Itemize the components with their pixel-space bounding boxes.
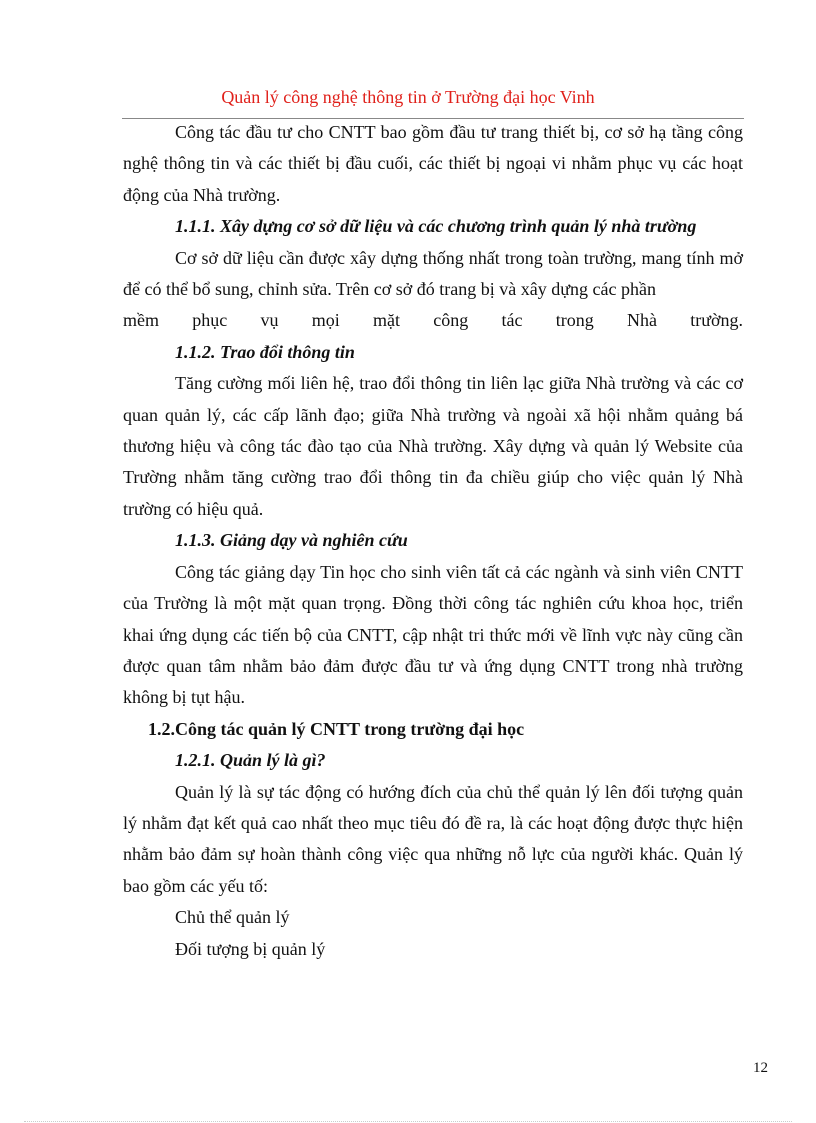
paragraph-1-1-1-last-line: mềm phục vụ mọi mặt công tác trong Nhà trường. bbox=[123, 310, 743, 331]
heading-1-2-1: 1.2.1. Quản lý là gì? bbox=[175, 750, 326, 771]
page-header-title: Quản lý công nghệ thông tin ở Trường đại học Vinh bbox=[221, 87, 595, 107]
heading-1-1-1: 1.1.1. Xây dựng cơ sở dữ liệu và các chương trình quản lý nhà trường bbox=[175, 216, 697, 237]
page-number: 12 bbox=[753, 1060, 768, 1076]
paragraph-1-1-1: Cơ sở dữ liệu cần được xây dựng thống nhất trong toàn trường, mang tính mở để có thể bổ sung, chỉnh sửa. Trên cơ sở đó trang bị và xây dựng các phần bbox=[123, 247, 743, 300]
heading-1-1-3: 1.1.3. Giảng dạy và nghiên cứu bbox=[175, 530, 408, 551]
page-bottom-divider bbox=[24, 1121, 792, 1122]
paragraph-intro: Công tác đầu tư cho CNTT bao gồm đầu tư trang thiết bị, cơ sở hạ tầng công nghệ thông tin và các thiết bị đầu cuối, các thiết bị ngoại vi nhằm phục vụ các hoạt động của Nhà trường. bbox=[123, 122, 743, 205]
list-item: Chủ thể quản lý bbox=[175, 907, 290, 928]
heading-1-2: 1.2.Công tác quản lý CNTT trong trường đại học bbox=[148, 718, 525, 739]
document-body bbox=[123, 117, 743, 965]
heading-1-1-2: 1.1.2. Trao đổi thông tin bbox=[175, 341, 355, 362]
list-item: Đối tượng bị quản lý bbox=[175, 938, 326, 959]
paragraph-1-1-3: Công tác giảng dạy Tin học cho sinh viên tất cả các ngành và sinh viên CNTT của Trường là một mặt quan trọng. Đồng thời công tác nghiên cứu khoa học, triển khai ứng dụng các tiến bộ của CNTT, cập nhật tri thức mới về lĩnh vực này cũng cần được quan tâm nhằm bảo đảm được đầu tư và ứng dụng CNTT trong nhà trường không bị tụt hậu. bbox=[123, 561, 743, 708]
paragraph-1-2-1: Quản lý là sự tác động có hướng đích của chủ thể quản lý lên đối tượng quản lý nhằm đạt kết quả cao nhất theo mục tiêu đó đề ra, là các hoạt động được thực hiện nhằm bảo đảm sự hoàn thành công việc qua những nỗ lực của người khác. Quản lý bao gồm các yếu tố: bbox=[123, 781, 743, 896]
paragraph-1-1-2: Tăng cường mối liên hệ, trao đổi thông tin liên lạc giữa Nhà trường và các cơ quan quản lý, các cấp lãnh đạo; giữa Nhà trường và ngoài xã hội nhằm quảng bá thương hiệu và công tác đào tạo của Nhà trường. Xây dựng và quản lý Website của Trường nhằm tăng cường trao đổi thông tin đa chiều giúp cho việc quản lý Nhà trường có hiệu quả. bbox=[123, 373, 743, 519]
